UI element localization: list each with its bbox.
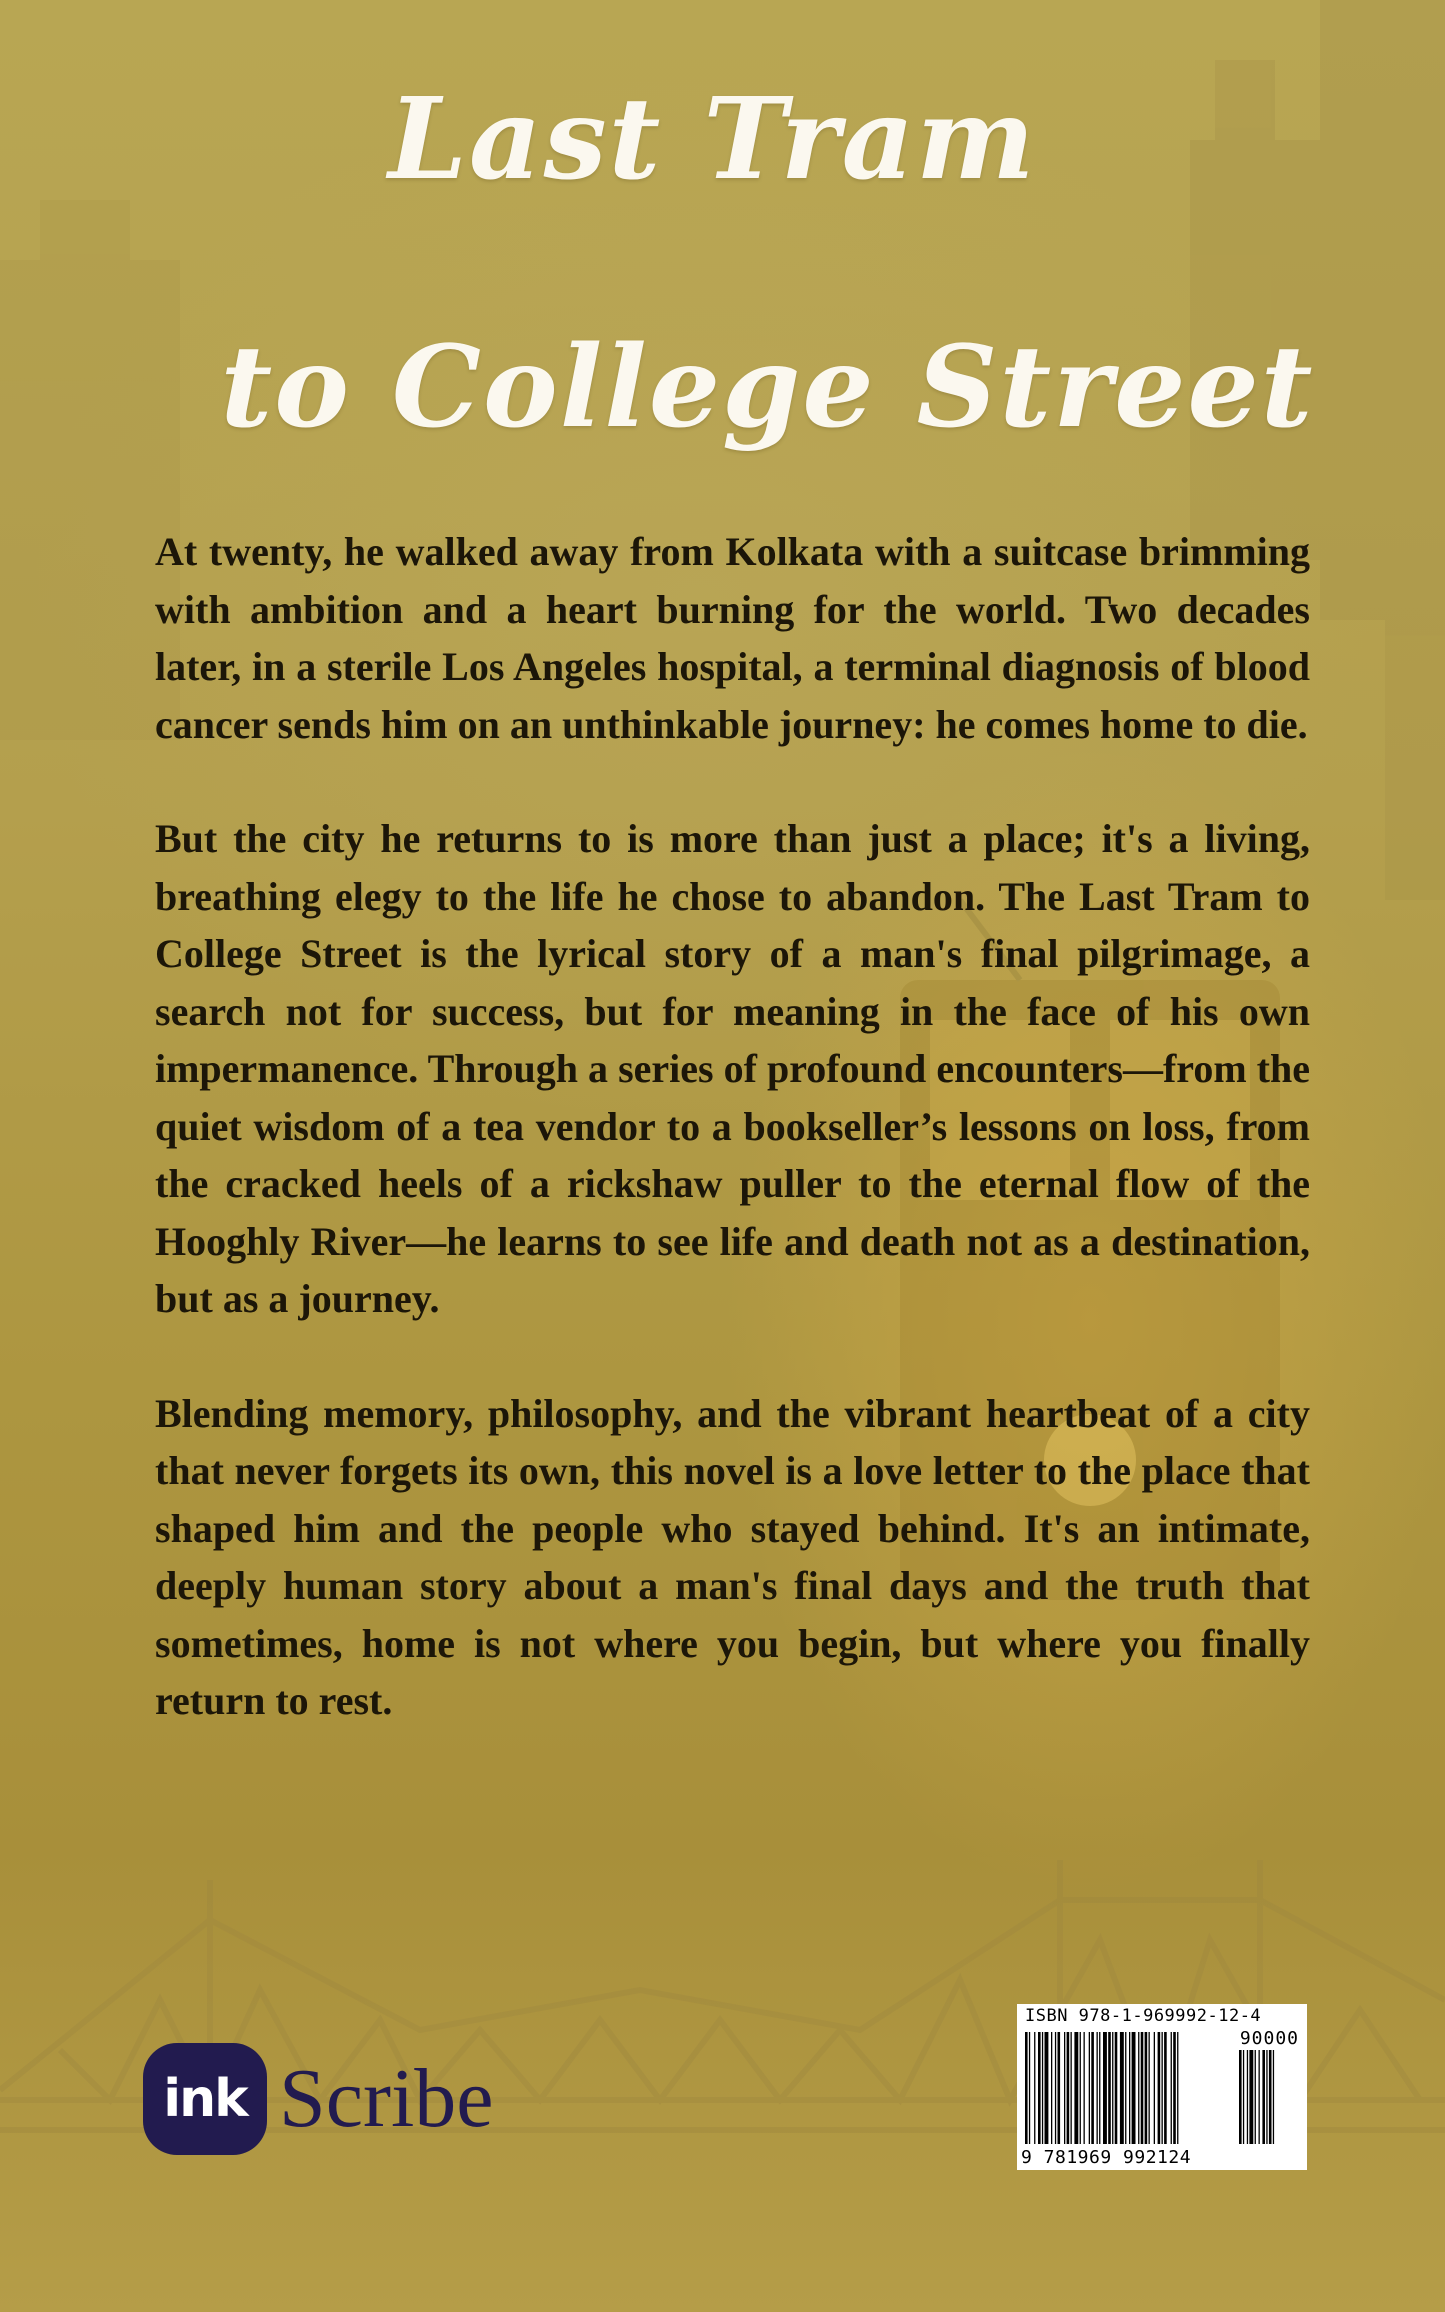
barcode-addon-bar xyxy=(1239,2050,1242,2144)
barcode-bar xyxy=(1154,2032,1155,2144)
barcode-addon-bar xyxy=(1266,2050,1267,2144)
barcode-bar xyxy=(1071,2032,1072,2144)
barcode-bar xyxy=(1108,2032,1111,2144)
barcode-bar xyxy=(1120,2032,1124,2144)
barcode-bar xyxy=(1125,2032,1126,2144)
price-code: 90000 xyxy=(1239,2028,1299,2049)
barcode-addon-bar xyxy=(1249,2050,1253,2144)
barcode-bar xyxy=(1097,2032,1098,2144)
barcode-bar xyxy=(1162,2032,1163,2144)
barcode-bar xyxy=(1055,2032,1056,2144)
barcode-bar xyxy=(1173,2032,1176,2144)
barcode-addon-bar xyxy=(1259,2050,1260,2144)
barcode-bar xyxy=(1112,2032,1113,2144)
barcode-bar xyxy=(1171,2032,1172,2144)
isbn-barcode xyxy=(1017,2004,1307,2170)
barcode-bar xyxy=(1103,2032,1107,2144)
barcode-bar xyxy=(1177,2032,1178,2144)
barcode-bar xyxy=(1034,2032,1035,2144)
barcode-bar xyxy=(1145,2032,1148,2144)
barcode-bar xyxy=(1067,2032,1070,2144)
barcode-bar xyxy=(1138,2032,1139,2144)
barcode-bar xyxy=(1084,2032,1085,2144)
barcode-bar xyxy=(1058,2032,1061,2144)
blurb-paragraph-2: But the city he returns to is more than just a place; it's a living, breathing elegy to the life he chose to abandon. The Last Tram to College Street is the lyrical story of a man's final pilgrimage, a search not for success, but for meaning in the face of his own impermanence. Through a series of profound encounters—from the quiet wisdom of a tea vendor to a bookseller’s lessons on loss, from the cracked heels of a rickshaw puller to the eternal flow of the Hooghly River—he learns to see life and death not as a destination, but as a journey. xyxy=(155,816,1310,1321)
barcode-addon-bar xyxy=(1262,2050,1265,2144)
barcode-addon-bar xyxy=(1269,2050,1272,2144)
barcode-bar xyxy=(1149,2032,1150,2144)
publisher-badge xyxy=(143,2043,267,2155)
publisher-logo xyxy=(143,2043,494,2155)
barcode-bars xyxy=(1025,2032,1299,2144)
barcode-bar xyxy=(1064,2032,1065,2144)
publisher-badge-text: ink xyxy=(163,2069,247,2129)
barcode-bar xyxy=(1080,2032,1081,2144)
blurb-paragraph-3: Blending memory, philosophy, and the vibrant heartbeat of a city that never forgets its own, this novel is a love letter to the place that shaped him and the people who stayed behind. It's an intimate, deeply human story about a man's final days and the truth that sometimes, home is not where you begin, but where you finally return to rest. xyxy=(155,1390,1310,1723)
book-title-line-1: Last Tram xyxy=(388,74,1037,205)
barcode-bar xyxy=(1129,2032,1130,2144)
barcode-bar xyxy=(1029,2032,1030,2144)
book-blurb xyxy=(155,523,1310,1730)
blurb-paragraph-1: At twenty, he walked away from Kolkata with a suitcase brimming with ambition and a heart burning for the world. Two decades later, in a sterile Los Angeles hospital, a terminal diagnosis of blood cancer sends him on an unthinkable journey: he comes home to die. xyxy=(155,529,1310,747)
barcode-digits: 9 781969 992124 xyxy=(1021,2147,1192,2168)
barcode-addon-bar xyxy=(1243,2050,1244,2144)
barcode-bar xyxy=(1074,2032,1078,2144)
barcode-bar xyxy=(1051,2032,1052,2144)
barcode-addon-bar xyxy=(1247,2050,1248,2144)
barcode-bar xyxy=(1042,2032,1043,2144)
barcode-bar xyxy=(1115,2032,1118,2144)
barcode-bar xyxy=(1038,2032,1041,2144)
barcode-bar xyxy=(1141,2032,1144,2144)
isbn-label: ISBN 978-1-969992-12-4 xyxy=(1025,2006,1262,2026)
barcode-addon-bar xyxy=(1255,2050,1256,2144)
barcode-bar xyxy=(1089,2032,1090,2144)
barcode-bar xyxy=(1158,2032,1161,2144)
background-building-left xyxy=(0,200,180,740)
publisher-name: Scribe xyxy=(279,2052,494,2145)
book-title-line-2: to College Street xyxy=(220,322,1315,453)
barcode-bar xyxy=(1091,2032,1094,2144)
barcode-bar xyxy=(1025,2032,1028,2144)
barcode-bar xyxy=(1099,2032,1100,2144)
barcode-addon-bar xyxy=(1273,2050,1274,2144)
barcode-bar xyxy=(1045,2032,1049,2144)
barcode-bar xyxy=(1132,2032,1136,2144)
barcode-bar xyxy=(1164,2032,1167,2144)
